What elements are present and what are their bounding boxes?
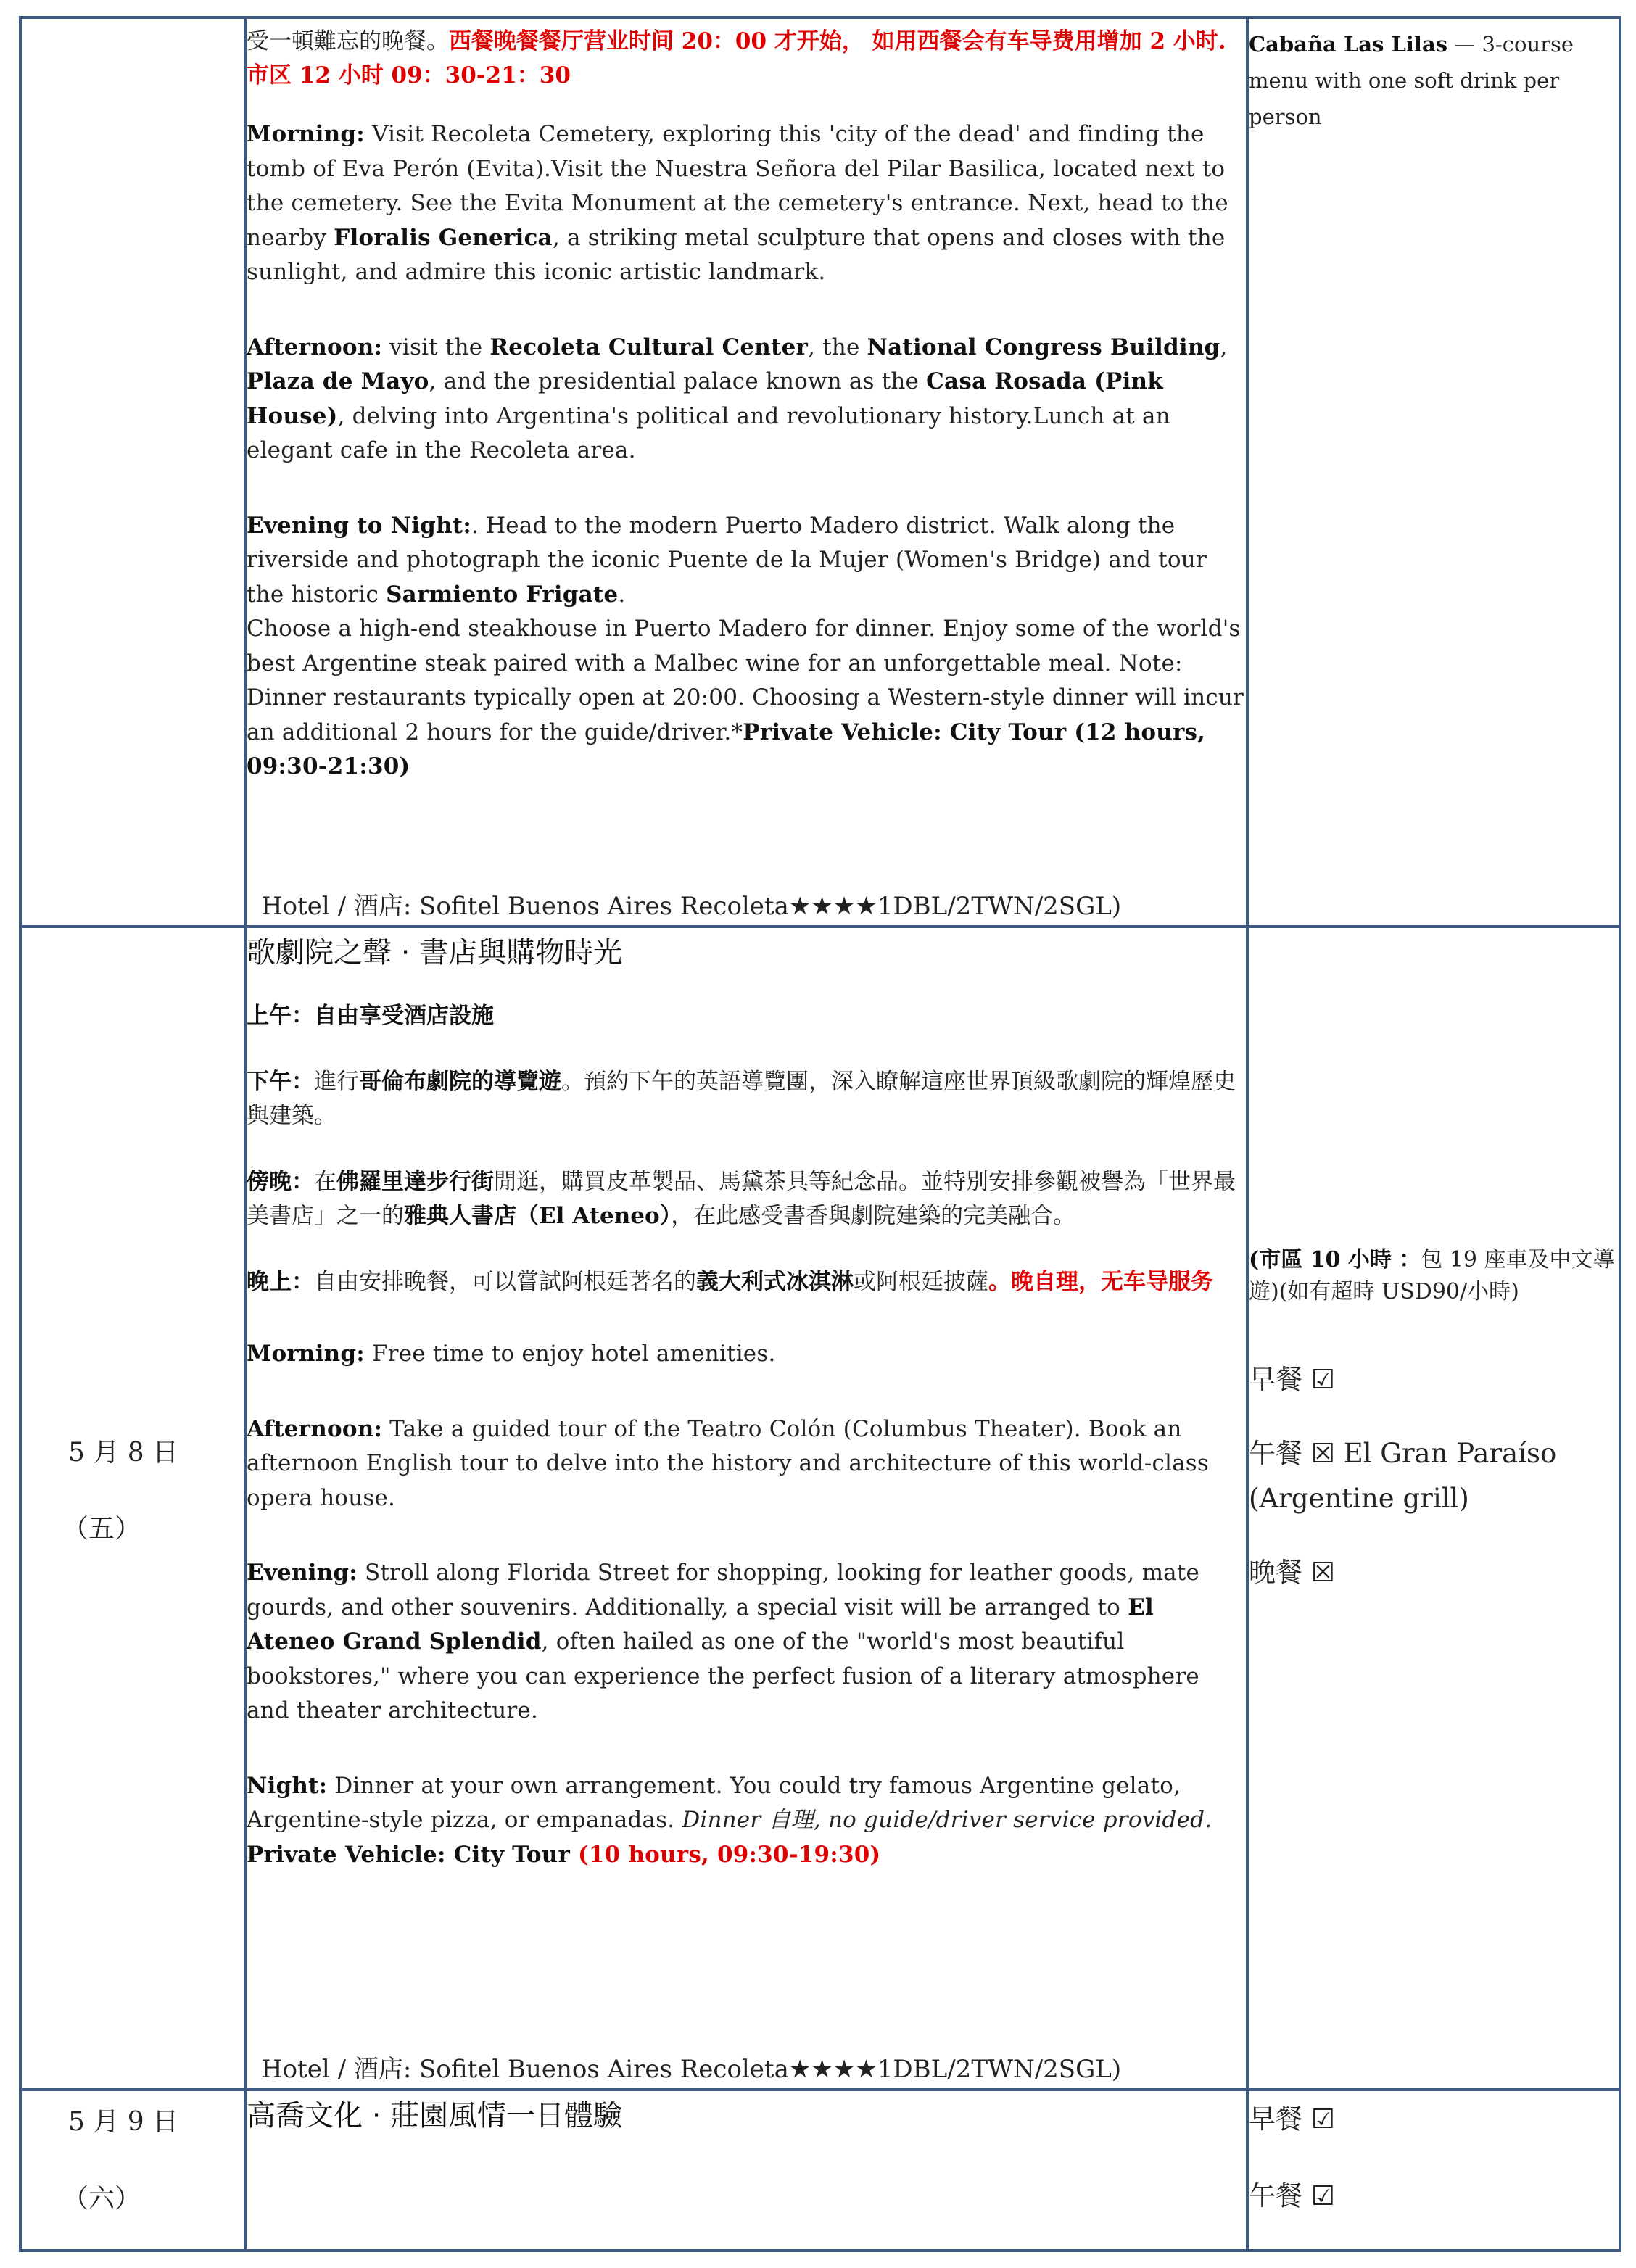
private-vehicle-note: Private Vehicle: City Tour	[247, 1841, 579, 1868]
hotel-line: Hotel / 酒店: Sofitel Buenos Aires Recoleta★★★★1DBL/2TWN/2SGL)	[261, 892, 1122, 921]
restaurant-menu: — 3-course menu with one soft drink per person	[1249, 32, 1574, 129]
date-label: 5 月 9 日	[68, 2107, 179, 2137]
evening-paragraph	[247, 1556, 1246, 1729]
el-ateneo-grand-splendid: El Ateneo Grand Splendid	[247, 1594, 1154, 1655]
private-vehicle-note: Private Vehicle: City Tour (12 hours, 09:30-21:30)	[247, 719, 1206, 779]
zh-night-text: 或阿根廷披薩	[854, 1269, 988, 1295]
intro-red-note: 西餐晚餐餐厅营业时间 20：00 才开始， 如用西餐会有车导费用增加 2 小时. 市区 12 小时 09：30-21：30	[247, 28, 1226, 88]
sarmiento-frigate: Sarmiento Frigate	[386, 581, 619, 608]
zh-morning	[247, 999, 1246, 1033]
zh-night-red-note: 。晚自理，无车导服务	[988, 1269, 1213, 1295]
lunch-status: 午餐 ☒ El Gran Paraíso (Argentine grill)	[1249, 1438, 1557, 1514]
teatro-colon-tour: 哥倫布劇院的導覽遊	[359, 1069, 561, 1095]
intro-paragraph	[247, 19, 1246, 93]
city-tour-note	[1249, 1244, 1619, 1308]
floralis-generica: Floralis Generica	[334, 224, 553, 251]
afternoon-text: , and the presidential palace known as the	[429, 368, 927, 394]
restaurant-note	[1249, 19, 1619, 135]
zh-evening-label: 傍晚：	[247, 1169, 314, 1195]
meals-cell	[1247, 2090, 1620, 2251]
casa-rosada: Casa Rosada (Pink House)	[247, 368, 1163, 429]
weekday-label: （六）	[62, 2184, 141, 2214]
evening-label: Evening:	[247, 1560, 358, 1586]
day-description	[245, 2090, 1247, 2251]
dinner-status: 晚餐 ☒	[1249, 1557, 1335, 1588]
morning-text: Visit Recoleta Cemetery, exploring this 'city of the dead' and finding the tomb of Eva Perón (Evita).Visit the Nuestra Señora del Pilar Basilica, located next to the cemetery. See the Evita Monument at the cemetery's entrance. Next, head to the nearby	[247, 121, 1228, 251]
afternoon-text: , the	[808, 334, 867, 360]
date-cell	[20, 17, 245, 927]
italian-gelato: 義大利式冰淇淋	[696, 1269, 854, 1295]
meals-cell	[1247, 927, 1620, 2090]
itinerary-row	[20, 2090, 1620, 2251]
afternoon-text: ,	[1220, 334, 1228, 360]
evening-label: Evening to Night:	[247, 512, 471, 539]
zh-evening-text: 在	[314, 1169, 336, 1195]
city-tour-details: 包 19 座車及中文導遊)(如有超時 USD90/小時)	[1249, 1247, 1615, 1304]
night-paragraph	[247, 1769, 1246, 1873]
morning-label: Morning:	[247, 1341, 365, 1367]
afternoon-text: Take a guided tour of the Teatro Colón (Columbus Theater). Book an afternoon English tour to delve into the history and architecture of this world-class opera house.	[247, 1415, 1210, 1511]
evening-text: , often hailed as one of the "world's most beautiful bookstores," where you can experience the perfect fusion of a literary atmosphere and theater architecture.	[247, 1628, 1199, 1723]
recoleta-cultural-center: Recoleta Cultural Center	[489, 334, 809, 360]
tour-hours-note: (10 hours, 09:30-19:30)	[578, 1841, 881, 1868]
morning-paragraph	[247, 117, 1246, 290]
day-description	[245, 927, 1247, 2090]
breakfast-status: 早餐 ☑	[1249, 2103, 1335, 2135]
afternoon-paragraph	[247, 331, 1246, 468]
zh-evening-text: 閒逛，購買皮革製品、馬黛茶具等紀念品。並特別安排參觀被譽為「世界最美書店」之一的	[247, 1169, 1236, 1229]
national-congress: National Congress Building	[867, 334, 1220, 360]
restaurant-name: Cabaña Las Lilas	[1249, 32, 1448, 57]
afternoon-label: Afternoon:	[247, 334, 383, 360]
evening-text: .	[618, 581, 626, 608]
breakfast-status: 早餐 ☑	[1249, 1364, 1335, 1395]
morning-text-2: , a striking metal sculpture that opens and closes with the sunlight, and admire this iconic artistic landmark.	[247, 224, 1226, 285]
zh-night-text: 自由安排晚餐，可以嘗試阿根廷著名的	[314, 1269, 696, 1295]
itinerary-row	[20, 927, 1620, 2090]
zh-night	[247, 1265, 1246, 1299]
zh-evening	[247, 1165, 1246, 1233]
morning-label: Morning:	[247, 121, 365, 147]
lunch-status: 午餐 ☑	[1249, 2180, 1335, 2211]
el-ateneo: 雅典人書店（El Ateneo）	[404, 1203, 672, 1229]
intro-text: 受一頓難忘的晚餐。	[247, 28, 449, 54]
morning-paragraph	[247, 1337, 1246, 1372]
afternoon-label: Afternoon:	[247, 1415, 383, 1442]
afternoon-paragraph	[247, 1412, 1246, 1516]
evening-paragraph	[247, 509, 1246, 785]
zh-evening-text: ，在此感受書香與劇院建築的完美融合。	[671, 1203, 1076, 1229]
zh-afternoon-text: 進行	[314, 1069, 359, 1095]
date-label: 5 月 8 日	[68, 1438, 179, 1468]
evening-text: Stroll along Florida Street for shopping, looking for leather goods, mate gourds, and other souvenirs. Additionally, a special visit will be arranged to	[247, 1560, 1200, 1621]
zh-morning-label: 上午：自由享受酒店設施	[247, 1003, 494, 1029]
plaza-de-mayo: Plaza de Mayo	[247, 368, 429, 394]
zh-afternoon-label: 下午：	[247, 1069, 314, 1095]
evening-text: . Head to the modern Puerto Madero district. Walk along the riverside and photograph the iconic Puente de la Mujer (Women's Bridge) and tour the historic	[247, 512, 1207, 608]
date-cell	[20, 927, 245, 2090]
morning-text: Free time to enjoy hotel amenities.	[364, 1341, 776, 1367]
day-title: 歌劇院之聲 · 書店與購物時光	[247, 936, 623, 969]
zh-afternoon-text: 。預約下午的英語導覽團，深入瞭解這座世界頂級歌劇院的輝煌歷史與建築。	[247, 1069, 1236, 1129]
florida-street: 佛羅里達步行街	[336, 1169, 494, 1195]
hotel-line: Hotel / 酒店: Sofitel Buenos Aires Recoleta★★★★1DBL/2TWN/2SGL)	[261, 2055, 1122, 2084]
dinner-text: Choose a high-end steakhouse in Puerto Madero for dinner. Enjoy some of the world's best Argentine steak paired with a Malbec wine for an unforgettable meal. Note: Dinner restaurants typically open at 20:00. Choosing a Western-style dinner will incur an additional 2 hours for the guide/driver.*	[247, 616, 1244, 745]
day-title: 高喬文化 · 莊園風情一日體驗	[247, 2099, 623, 2132]
night-italic-note: Dinner 自理, no guide/driver service provided.	[682, 1807, 1212, 1833]
zh-night-label: 晚上：	[247, 1269, 314, 1295]
day-description	[245, 17, 1247, 927]
date-cell	[20, 2090, 245, 2251]
itinerary-table	[19, 16, 1621, 2252]
zh-afternoon	[247, 1065, 1246, 1133]
itinerary-row	[20, 17, 1620, 927]
afternoon-text: visit the	[382, 334, 490, 360]
afternoon-text: , delving into Argentina's political and revolutionary history.Lunch at an elegant cafe in the Recoleta area.	[247, 402, 1170, 463]
meals-cell	[1247, 17, 1620, 927]
weekday-label: （五）	[62, 1514, 141, 1544]
night-label: Night:	[247, 1772, 328, 1799]
city-tour-hours: (市區 10 小時 ：	[1249, 1247, 1421, 1272]
night-text: Dinner at your own arrangement. You could try famous Argentine gelato, Argentine-style pizza, or empanadas.	[247, 1772, 1181, 1833]
